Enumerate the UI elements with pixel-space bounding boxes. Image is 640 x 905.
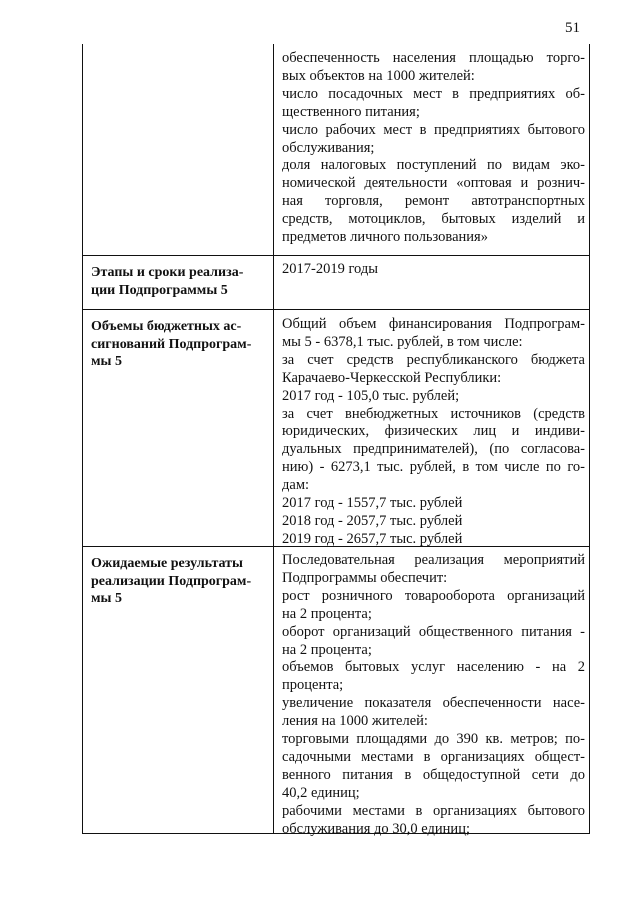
row-content [282,552,585,839]
text-line: обслуживания до 30,0 единиц; [282,820,470,837]
text-line: нию) - 6273,1 тыс. рублей, в том числе по го- [282,459,585,476]
text-line: рабочими местами в организациях бытового [282,802,585,819]
row-content [282,261,585,279]
column-divider [273,44,274,833]
page-number: 51 [565,20,580,36]
text-line: средств, мотоциклов, бытовых изделий и [282,211,585,228]
row-divider [83,255,589,256]
text-line: объемов бытовых услуг населению - на 2 [282,659,585,676]
text-line: обеспеченность населения площадью торго- [282,50,585,66]
text-line: вых объектов на 1000 жителей: [282,67,475,84]
text-line: юридических, физических лиц и индиви- [282,423,585,440]
text-line: за счет средств республиканского бюджета [282,351,585,368]
text-line: на 2 процента; [282,605,372,622]
text-line: за счет внебюджетных источников (средств [282,405,585,422]
text-line: Карачаево-Черкесской Республики: [282,369,502,386]
text-line: доля налоговых поступлений по видам эко- [282,157,585,174]
text-line: дуальных предпринимателей), (по согласова- [282,441,585,458]
text-line: 2017 год - 1557,7 тыс. рублей [282,495,463,512]
text-line: рост розничного товарооборота организаций [282,587,585,604]
text-line: Последовательная реализация мероприятий [282,552,585,568]
text-line: торговыми площадями до 390 кв. метров; по- [282,731,585,748]
text-line: ная торговля, ремонт автотранспортных [282,193,585,210]
row-content [282,316,585,549]
text-line: 2017-2019 годы [282,261,378,277]
text-line: щественного питания; [282,103,420,120]
row-divider [83,309,589,310]
text-line: процента; [282,677,344,694]
text-line: число рабочих мест в предприятиях бытового [282,121,585,138]
text-line: номической деятельности «оптовая и рознич- [282,175,585,192]
text-line: обслуживания; [282,139,375,156]
text-line: на 2 процента; [282,641,372,658]
text-line: венного питания в общедоступной сети до [282,766,585,783]
text-line: Подпрограммы обеспечит: [282,569,448,586]
program-table [82,44,590,837]
text-line: ления на 1000 жителей: [282,713,428,730]
text-line: увеличение показателя обеспеченности насе- [282,695,585,712]
text-line: садочными местами в организациях общест- [282,748,585,765]
row-label: Ожидаемые результаты реализации Подпрограм- мы 5 [91,556,252,606]
row-content [282,50,585,247]
row-label: Этапы и сроки реализа- ции Подпрограммы 5 [91,265,244,298]
text-line: мы 5 - 6378,1 тыс. рублей, в том числе: [282,333,523,350]
row-label: Объемы бюджетных ас- сигнований Подпрограм- мы 5 [91,319,252,369]
text-line: оборот организаций общественного питания - [282,623,585,640]
text-line: Общий объем финансирования Подпрограм- [282,316,585,332]
text-line: предметов личного пользования» [282,229,488,246]
text-line: 40,2 единиц; [282,784,360,801]
text-line: 2018 год - 2057,7 тыс. рублей [282,512,463,529]
text-line: дам: [282,477,310,494]
text-line: 2019 год - 2657,7 тыс. рублей [282,530,463,547]
text-line: число посадочных мест в предприятиях об- [282,85,585,102]
text-line: 2017 год - 105,0 тыс. рублей; [282,387,460,404]
